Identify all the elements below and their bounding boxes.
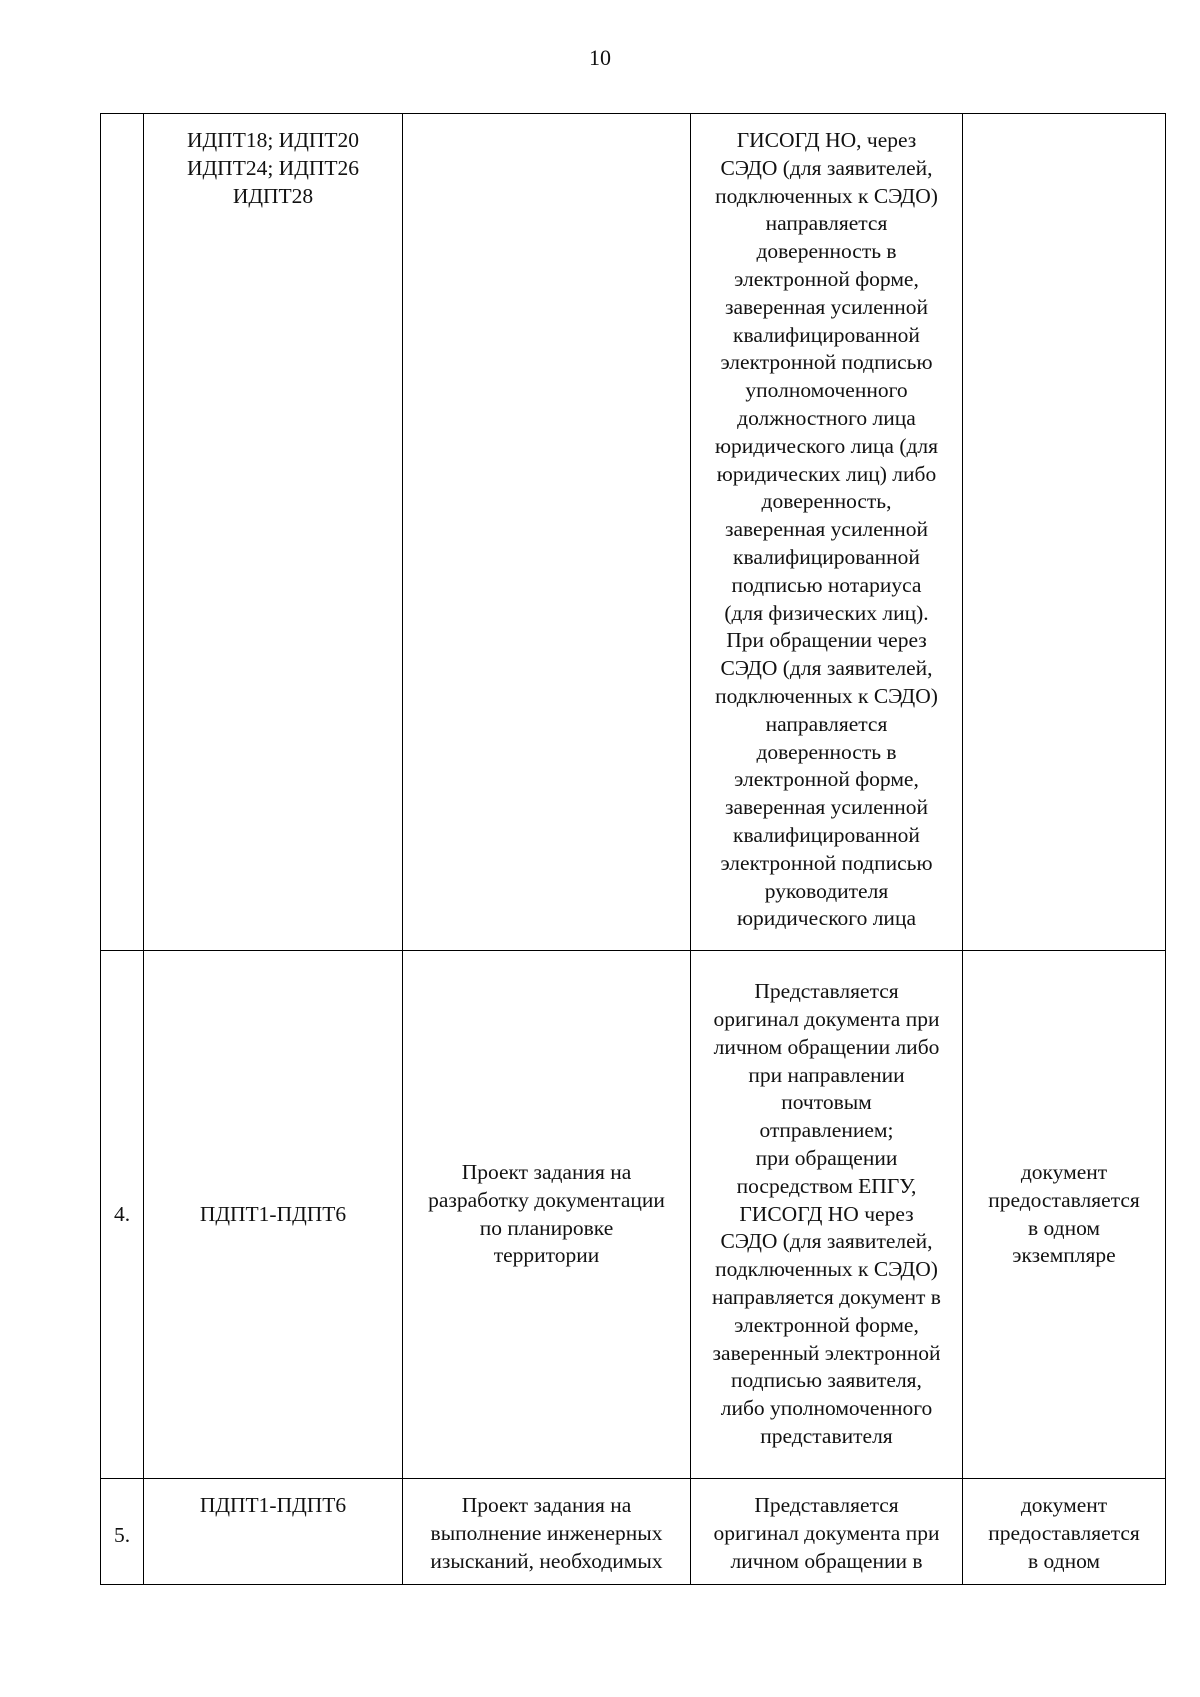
document-codes: ПДПТ1-ПДПТ6	[144, 951, 403, 1479]
document-name: Проект задания на выполнение инженерных изысканий, необходимых	[403, 1479, 691, 1585]
document-note: документ предоставляется в одном	[963, 1479, 1166, 1585]
submission-method: Представляется оригинал документа при личном обращении либо при направлении почтовым отправлением; при обращении посредством ЕПГУ, ГИСОГД НО через СЭДО (для заявителей, подключенных к СЭДО) направляется документ в электронной форме, заверенный электронной подписью заявителя, либо уполномоченного представителя	[691, 951, 963, 1479]
document-name	[403, 114, 691, 951]
submission-method: Представляется оригинал документа при личном обращении в	[691, 1479, 963, 1585]
document-codes: ИДПТ18; ИДПТ20 ИДПТ24; ИДПТ26 ИДПТ28	[144, 114, 403, 951]
submission-method: ГИСОГД НО, через СЭДО (для заявителей, подключенных к СЭДО) направляется доверенность в электронной форме, заверенная усиленной квалифицированной электронной подписью уполномоченного должностного лица юридического лица (для юридических лиц) либо доверенность, заверенная усиленной квалифицированной подписью нотариуса (для физических лиц). При обращении через СЭДО (для заявителей, подключенных к СЭДО) направляется доверенность в электронной форме, заверенная усиленной квалифицированной электронной подписью руководителя юридического лица	[691, 114, 963, 951]
row-number: 5.	[101, 1479, 144, 1585]
table-row	[101, 1479, 1166, 1585]
row-number: 4.	[101, 951, 144, 1479]
table-row	[101, 114, 1166, 951]
document-note: документ предоставляется в одном экземпляре	[963, 951, 1166, 1479]
document-note	[963, 114, 1166, 951]
document-codes: ПДПТ1-ПДПТ6	[144, 1479, 403, 1585]
document-name: Проект задания на разработку документации по планировке территории	[403, 951, 691, 1479]
documents-table	[100, 113, 1166, 1585]
table-row	[101, 951, 1166, 1479]
page-number: 10	[589, 45, 611, 70]
row-number	[101, 114, 144, 951]
